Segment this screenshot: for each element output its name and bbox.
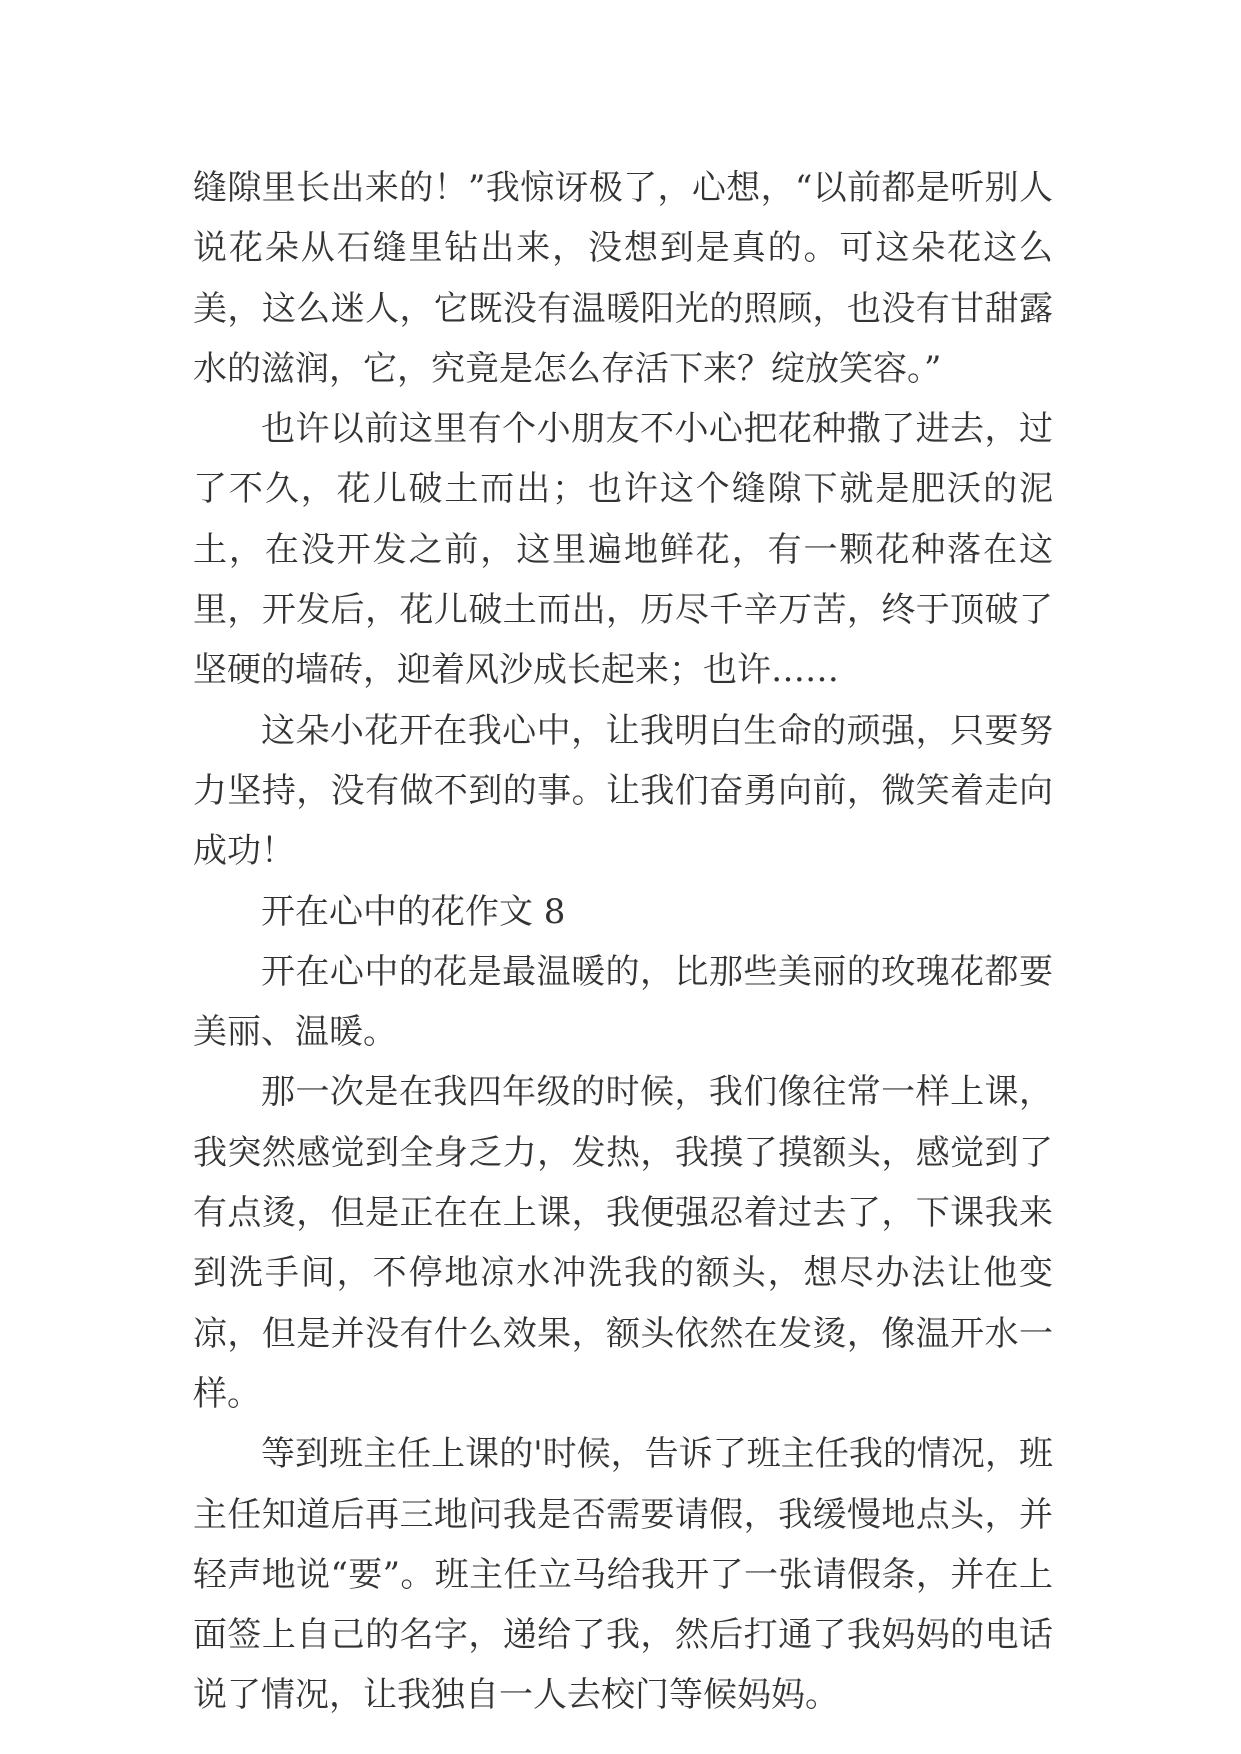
paragraph-story-teacher: 等到班主任上课的'时候，告诉了班主任我的情况，班主任知道后再三地问我是否需要请假，我缓慢地点头，并轻声地说“要”。班主任立马给我开了一张请假条，并在上面签上自己的名字，递给了我，然后打通了我妈妈的电话说了情况，让我独自一人去校门等候妈妈。 xyxy=(193,1434,1053,1716)
paragraph-intro: 开在心中的花是最温暖的，比那些美丽的玫瑰花都要美丽、温暖。 xyxy=(193,951,1053,1053)
document-page xyxy=(193,158,1053,1726)
paragraph-continuation: 缝隙里长出来的！”我惊讶极了，心想，“以前都是听别人说花朵从石缝里钻出来，没想到是真的。可这朵花这么美，这么迷人，它既没有温暖阳光的照顾，也没有甘甜露水的滋润，它，究竟是怎么存活下来？绽放笑容。” xyxy=(193,168,1053,389)
paragraph-conclusion: 这朵小花开在我心中，让我明白生命的顽强，只要努力坚持，没有做不到的事。让我们奋勇向前，微笑着走向成功！ xyxy=(193,710,1053,872)
paragraph-speculation: 也许以前这里有个小朋友不小心把花种撒了进去，过了不久，花儿破土而出；也许这个缝隙下就是肥沃的泥土，在没开发之前，这里遍地鲜花，有一颗花种落在这里，开发后，花儿破土而出，历尽千辛万苦，终于顶破了坚硬的墙砖，迎着风沙成长起来；也许…… xyxy=(193,409,1053,691)
essay-heading: 开在心中的花作文 8 xyxy=(261,891,566,932)
paragraph-story-fever: 那一次是在我四年级的时候，我们像往常一样上课，我突然感觉到全身乏力，发热，我摸了摸额头，感觉到了有点烫，但是正在在上课，我便强忍着过去了，下课我来到洗手间，不停地凉水冲洗我的额头，想尽办法让他变凉，但是并没有什么效果，额头依然在发烫，像温开水一样。 xyxy=(193,1072,1053,1414)
